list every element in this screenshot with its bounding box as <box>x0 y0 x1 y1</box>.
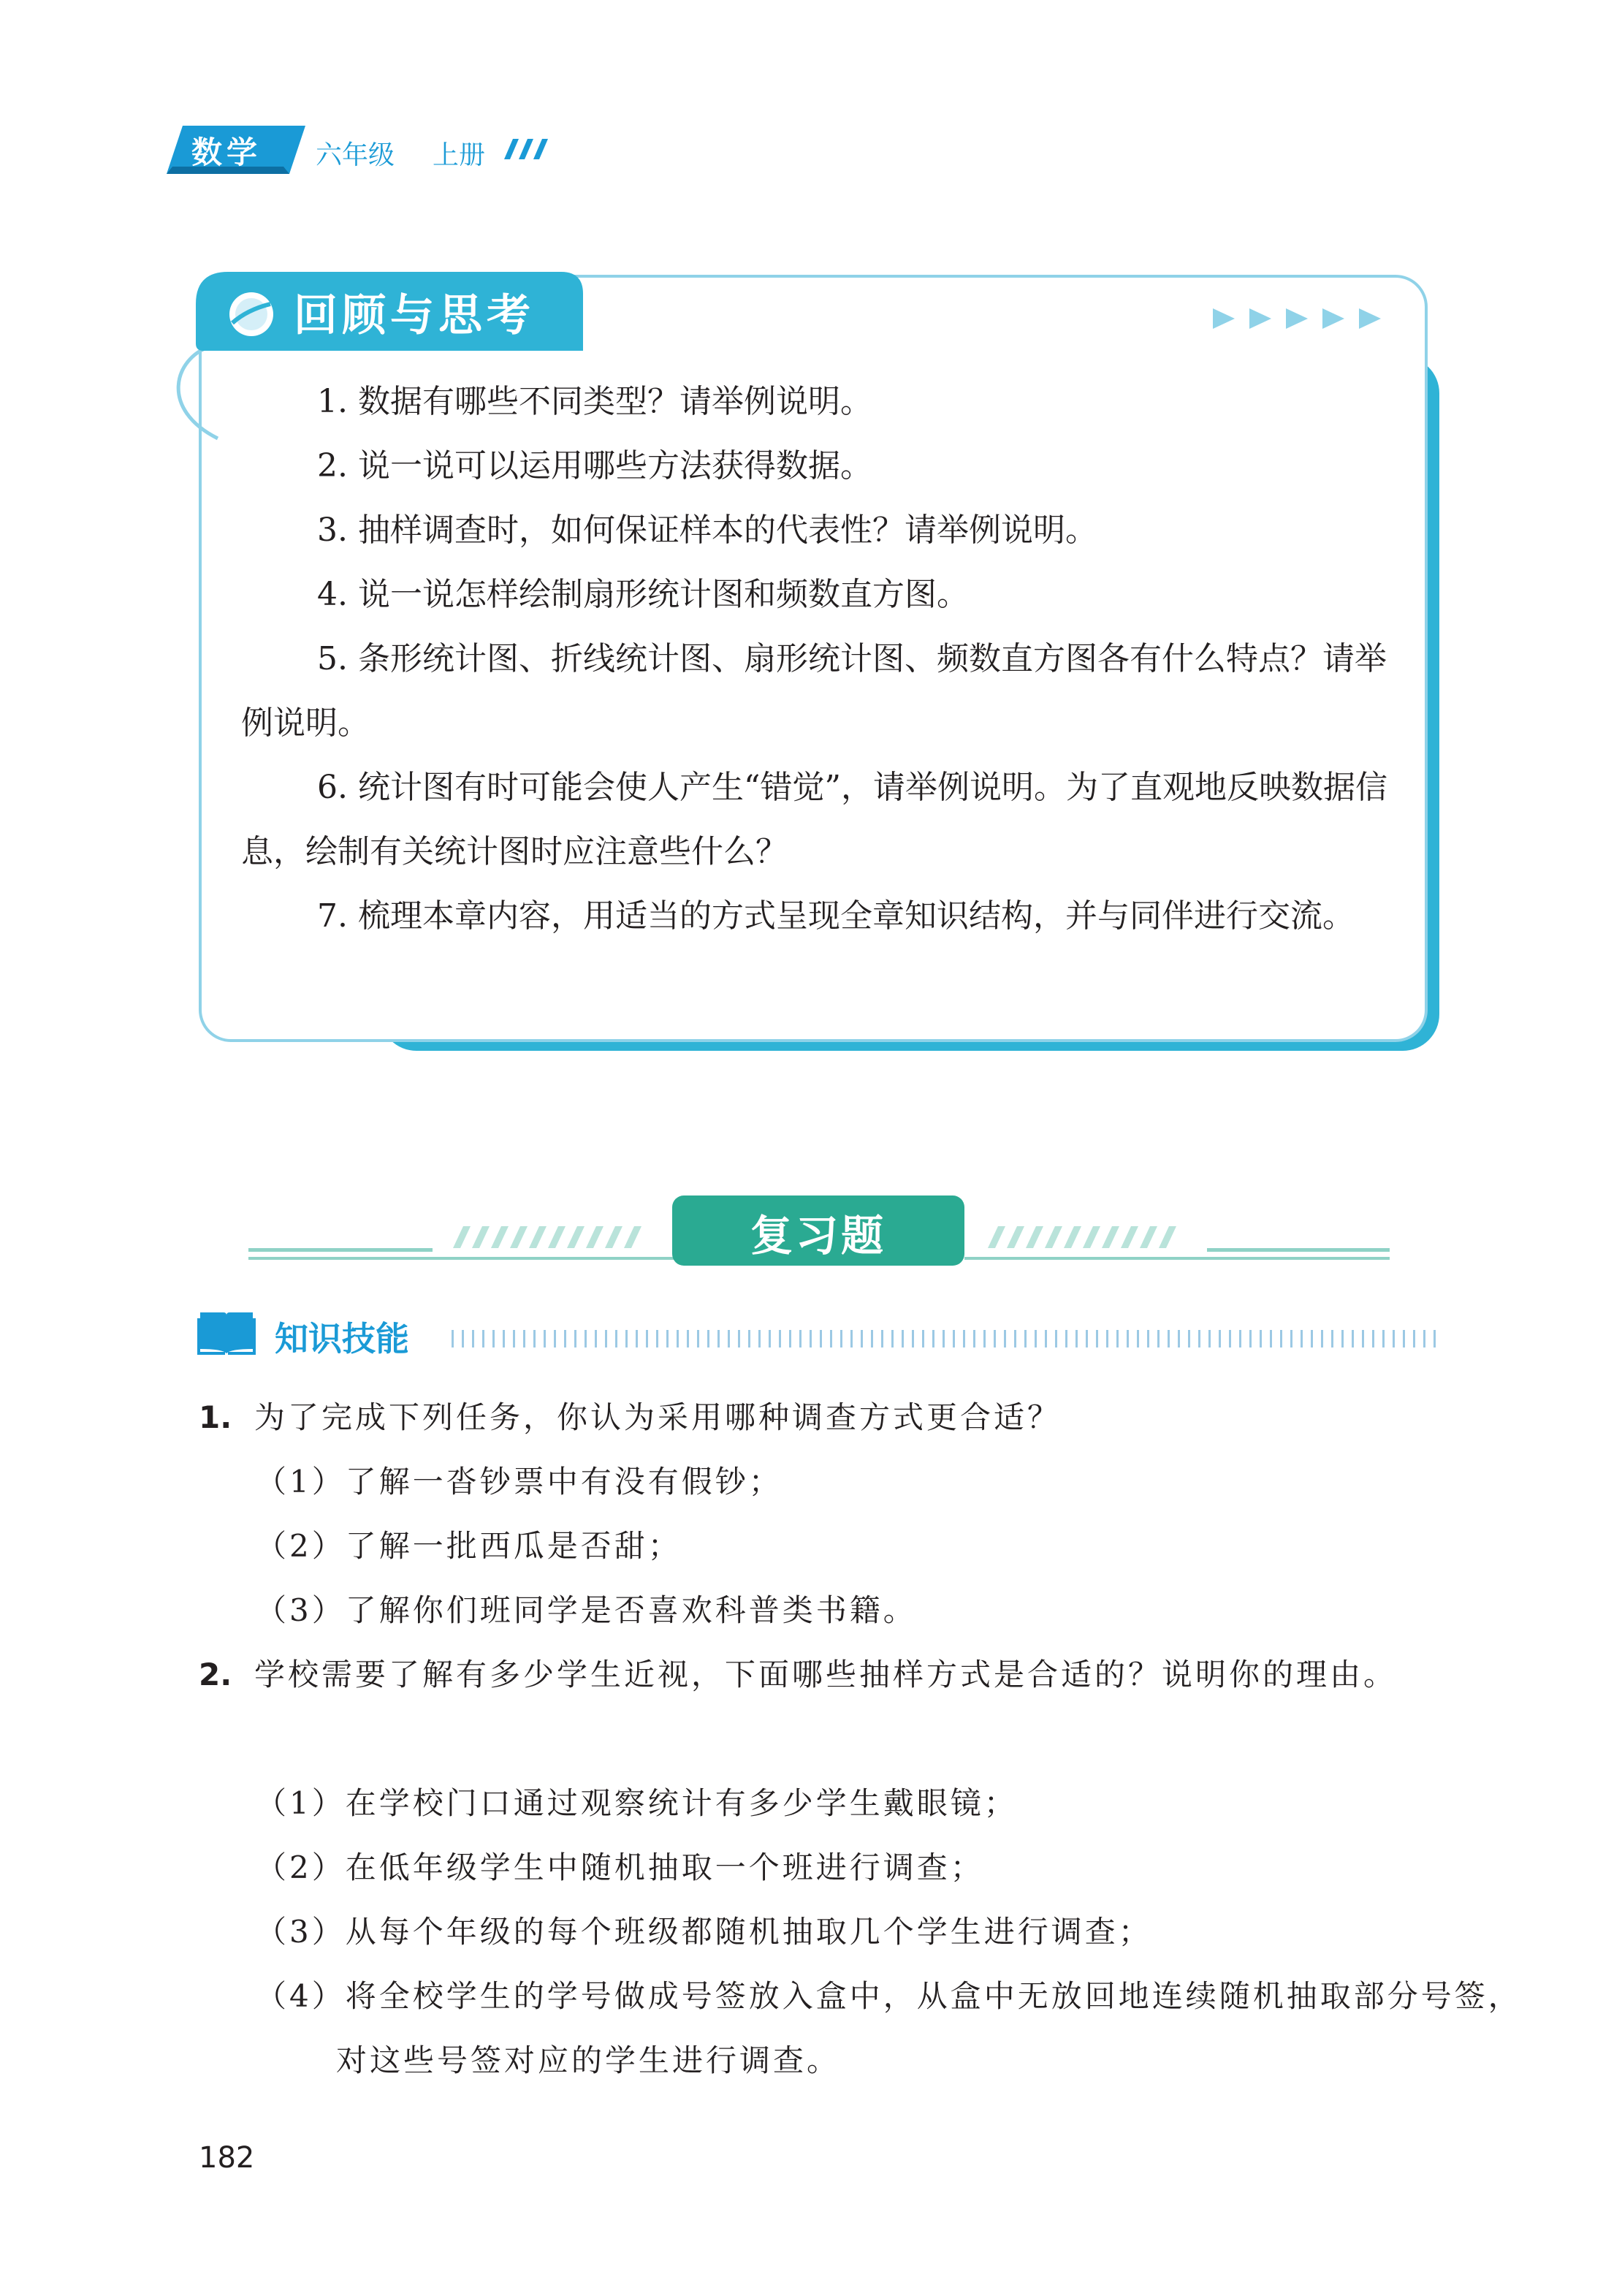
page-number: 182 <box>199 2141 255 2175</box>
grade-label: 六年级 <box>316 140 395 170</box>
hatch-decoration-icon <box>988 1226 1185 1248</box>
section-title: 复习题 <box>750 1211 886 1261</box>
review-item: 7. 梳理本章内容，用适当的方式呈现全章知识结构，并与同伴进行交流。 <box>317 897 1355 935</box>
review-item: 5. 条形统计图、折线统计图、扇形统计图、频数直方图各有什么特点？请举例说明。 <box>241 640 1387 742</box>
exercise-subitem: （4）将全校学生的学号做成号签放入盒中，从盒中无放回地连续随机抽取部分号签，对这些号签对应的学生进行调查。 <box>256 1978 1522 2078</box>
section-divider <box>964 1257 1390 1260</box>
exercise-subitem: （3）从每个年级的每个班级都随机抽取几个学生进行调查； <box>256 1914 1152 1950</box>
section-divider <box>248 1257 679 1260</box>
exercise-number: 2. <box>199 1657 232 1692</box>
exercise-subitem: （2）在低年级学生中随机抽取一个班进行调查； <box>256 1850 984 1885</box>
arrows-decoration-icon <box>1213 304 1403 333</box>
curl-decoration-icon <box>167 343 225 446</box>
review-item: 1. 数据有哪些不同类型？请举例说明。 <box>317 383 872 420</box>
review-item: 4. 说一说怎样绘制扇形统计图和频数直方图。 <box>317 576 969 613</box>
dotted-divider <box>452 1330 1441 1347</box>
exercise-subitem: （1）了解一沓钞票中有没有假钞； <box>256 1464 783 1499</box>
exercise-subitem: （3）了解你们班同学是否喜欢科普类书籍。 <box>256 1592 917 1628</box>
exercise-number: 1. <box>199 1399 232 1435</box>
section-divider <box>1207 1248 1390 1252</box>
subject-label: 数学 <box>191 134 262 170</box>
review-title: 回顾与思考 <box>294 290 535 341</box>
review-item: 2. 说一说可以运用哪些方法获得数据。 <box>317 447 872 484</box>
book-icon <box>197 1308 256 1356</box>
subsection-title: 知识技能 <box>275 1319 409 1358</box>
hatch-decoration-icon <box>453 1226 650 1248</box>
review-item: 3. 抽样调查时，如何保证样本的代表性？请举例说明。 <box>317 512 1097 549</box>
section-divider <box>248 1248 433 1252</box>
exercise-subitem: （1）在学校门口通过观察统计有多少学生戴眼镜； <box>256 1785 1018 1821</box>
exercise-text: 为了完成下列任务，你认为采用哪种调查方式更合适？ <box>254 1399 1062 1435</box>
volume-label: 上册 <box>433 140 486 170</box>
exercise-text: 学校需要了解有多少学生近视，下面哪些抽样方式是合适的？说明你的理由。 <box>254 1657 1398 1692</box>
review-item: 6. 统计图有时可能会使人产生“错觉”，请举例说明。为了直观地反映数据信息，绘制有关统计图时应注意些什么？ <box>241 769 1387 870</box>
exercise-subitem: （2）了解一批西瓜是否甜； <box>256 1528 682 1564</box>
slash-decoration-icon <box>504 139 555 159</box>
